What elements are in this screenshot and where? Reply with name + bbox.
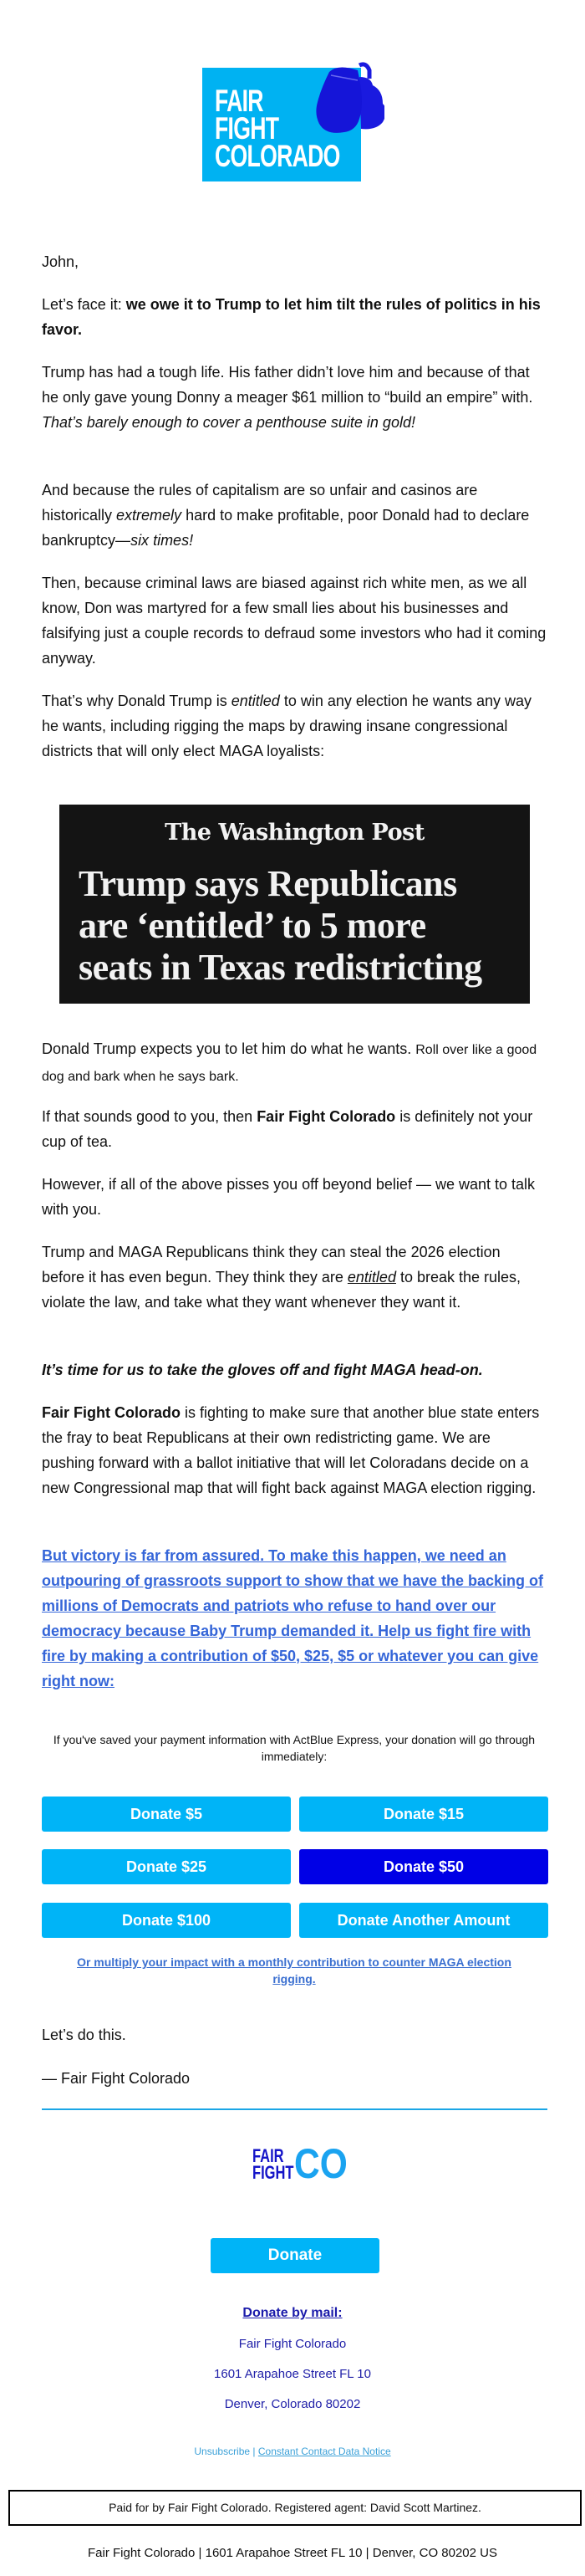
footer-donate-button[interactable]: Donate (211, 2238, 379, 2273)
donation-appeal-paragraph (42, 1543, 547, 1694)
paragraph-talk-with-you: However, if all of the above pisses you off beyond belief — we want to talk with you. (42, 1176, 536, 1218)
paragraph-entitled: That’s why Donald Trump is entitled to win any election he wants any way he wants, including rigging the maps by drawing insane congressional districts that will only elect MAGA loyalists: (42, 693, 532, 759)
unsubscribe-link[interactable]: Unsubscribe (194, 2446, 251, 2457)
mail-address-org: Fair Fight Colorado (238, 2337, 347, 2351)
donate-100-button[interactable]: Donate $100 (42, 1903, 291, 1938)
monthly-contribution-paragraph (42, 1954, 547, 1987)
washington-post-headline-image (59, 805, 530, 1004)
actblue-express-note: If you've saved your payment information with ActBlue Express, your donation will go through immediately: (53, 1733, 536, 1763)
news-headline: Trump says Republicans are ‘entitled’ to 5 more seats in Texas redistricting (79, 863, 482, 988)
donation-appeal-link[interactable]: But victory is far from assured. To make this happen, we need an outpouring of grassroots support to show that we have the backing of millions of Democrats and patriots who refuse to hand over our democracy because Baby Trump demanded it. Help us fight fire with fire by making a contribution of $50, $25, $5 or whatever you can give right now: (42, 1547, 544, 1689)
paragraph-criminal-laws: Then, because criminal laws are biased against rich white men, as we all know, Don was martyred for a few small lies about his businesses and falsifying just a couple records to defraud some investors who had it coming anyway. (42, 575, 547, 667)
donate-50-button[interactable]: Donate $50 (299, 1849, 548, 1884)
closing: Let’s do this. (42, 2027, 126, 2043)
signature: — Fair Fight Colorado (42, 2070, 191, 2087)
greeting: John, (42, 253, 79, 270)
data-notice-link[interactable]: Constant Contact Data Notice (257, 2446, 391, 2457)
logo-line-fair: FAIR (215, 84, 263, 118)
newspaper-masthead: The Washington Post (165, 820, 425, 846)
footer-links: Unsubscribe | Constant Contact Data Notice (194, 2446, 391, 2457)
paragraph-gloves-off: It’s time for us to take the gloves off and fight MAGA head-on. (42, 1362, 483, 1378)
paid-for-disclaimer: Paid for by Fair Fight Colorado. Registered agent: David Scott Martinez. (8, 2490, 582, 2526)
paragraph-steal-election: Trump and MAGA Republicans think they can steal the 2026 election before it has even begun. They think they are entitled to break the rules, violate the law, and take what they want whenever they want it. (42, 1244, 521, 1311)
boxing-gloves-icon (301, 62, 384, 139)
donate-by-mail-link[interactable]: Donate by mail: (242, 2306, 343, 2320)
donate-other-amount-button[interactable]: Donate Another Amount (299, 1903, 548, 1938)
fair-fight-co-mini-logo: FAIR FIGHT CO (252, 2140, 348, 2187)
paragraph-cup-of-tea: If that sounds good to you, then Fair Fight Colorado is definitely not your cup of tea. (42, 1108, 533, 1150)
paragraph-tough-life: Trump has had a tough life. His father didn’t love him and because of that he only gave young Donny a meager $61 million to “build an empire” with. That’s barely enough to cover a penthouse suite in gold! (42, 364, 533, 431)
logo-line-fight: FIGHT (215, 111, 279, 146)
paragraph-intro: Let’s face it: we owe it to Trump to let him tilt the rules of politics in his favor. (42, 296, 541, 338)
donate-5-button[interactable]: Donate $5 (42, 1797, 291, 1832)
mail-address-city: Denver, Colorado 80202 (224, 2397, 361, 2411)
monthly-contribution-link[interactable]: Or multiply your impact with a monthly contribution to counter MAGA election rigging. (77, 1955, 511, 1986)
paragraph-expects: Donald Trump expects you to let him do what he wants. Roll over like a good dog and bark when he says bark. (42, 1040, 537, 1084)
paragraph-bankruptcy: And because the rules of capitalism are so unfair and casinos are historically extremely hard to make profitable, poor Donald had to declare bankruptcy—six times! (42, 482, 530, 549)
org-address-line: Fair Fight Colorado | 1601 Arapahoe Street FL 10 | Denver, CO 80202 US (87, 2546, 497, 2560)
divider (42, 2108, 547, 2110)
paragraph-ballot-initiative: Fair Fight Colorado is fighting to make sure that another blue state enters the fray to beat Republicans at their own redistricting game. We are pushing forward with a ballot initiative that will let Coloradans decide on a new Congressional map that will fight back against MAGA election rigging. (42, 1404, 540, 1496)
logo-line-colorado: COLORADO (215, 139, 340, 173)
donate-25-button[interactable]: Donate $25 (42, 1849, 291, 1884)
mail-address-street: 1601 Arapahoe Street FL 10 (214, 2367, 371, 2381)
donate-15-button[interactable]: Donate $15 (299, 1797, 548, 1832)
